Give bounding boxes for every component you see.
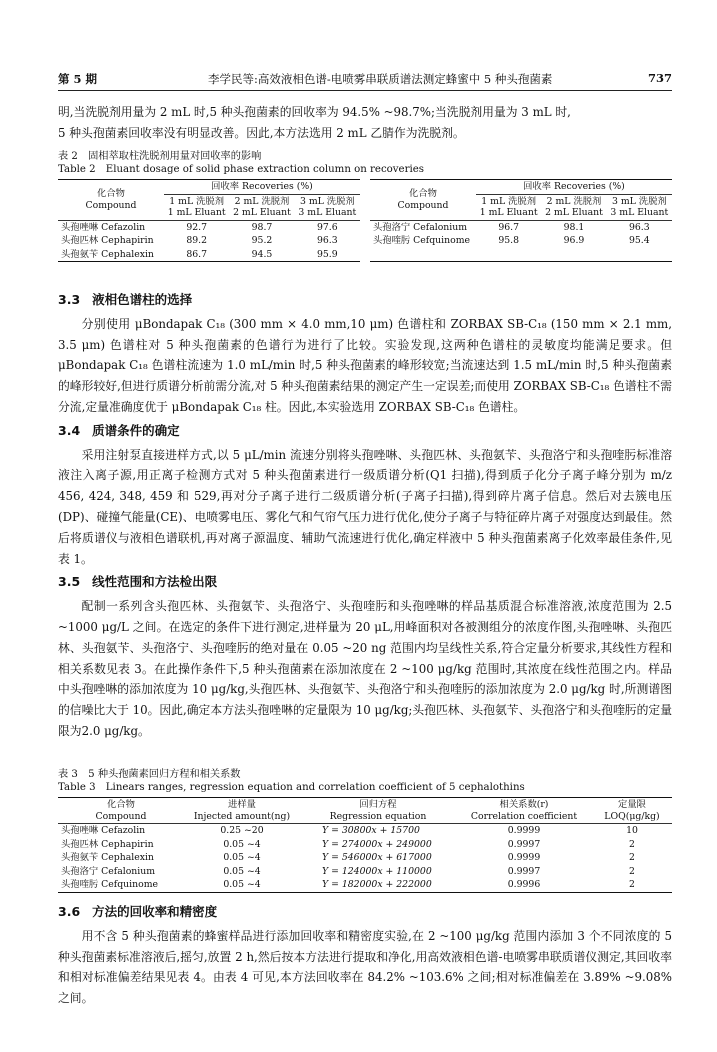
- table-row: [58, 878, 672, 892]
- table-3-caption-en: Table 3 Linears ranges, regression equation and correlation coefficient of 5 cephalothins: [58, 782, 525, 793]
- cell-compound: 头孢唑啉 Cefazolin: [61, 825, 146, 836]
- section-3-5-heading: [58, 572, 672, 593]
- th-r-en: Correlation coefficient: [470, 810, 578, 822]
- section-3-6-paragraph: 用不含 5 种头孢菌素的蜂蜜样品进行添加回收率和精密度实验,在 2 ~100 μg/kg 范围内添加 3 个不同浓度的 5 种头孢菌素标准溶液后,摇匀,放置 2 h,然后按本方法进行提取和净化,用高效液相色谱-电喷雾串联质谱仪测定,其回收率和相对标准偏差结果见表 4。由表 4 可见,本方法回收率在 84.2% ~103.6% 之间;相对标准偏差在 3.89% ~9.08% 之间。: [58, 928, 672, 1006]
- th-loq-en: LOQ(μg/kg): [604, 810, 660, 822]
- cell-value: 94.5: [251, 248, 273, 260]
- cell-value: 92.7: [186, 221, 208, 233]
- cell-value: 96.3: [628, 221, 650, 233]
- page-number: 737: [647, 71, 672, 85]
- col-2ml-en: 2 mL Eluant: [233, 207, 291, 218]
- section-number: 3.3: [58, 292, 81, 307]
- cell-amount: 0.05 ~4: [223, 879, 261, 890]
- table-row: [58, 865, 672, 879]
- cell-compound: 头孢氨苄 Cephalexin: [61, 248, 154, 260]
- cell-loq: 2: [629, 852, 635, 863]
- table-row: [58, 220, 360, 234]
- cell-value: 95.4: [628, 235, 650, 246]
- cell-value: 97.6: [316, 221, 338, 233]
- intro-line-1: 明,当洗脱剂用量为 2 mL 时,5 种头孢菌素的回收率为 94.5% ~98.7%;当洗脱剂用量为 3 mL 时,: [58, 105, 571, 119]
- table-2-recoveries-header: 回收率 Recoveries (%): [164, 180, 360, 195]
- col-1ml-cn: 1 mL 洗脱剂: [169, 195, 225, 207]
- running-title: 李学民等:高效液相色谱-电喷雾串联质谱法测定蜂蜜中 5 种头孢菌素: [208, 72, 553, 86]
- cell-equation: Y = 182000x + 222000: [322, 879, 432, 890]
- cell-compound: 头孢喹肟 Cefquinome: [61, 879, 159, 890]
- col-2ml-en: 2 mL Eluant: [545, 207, 603, 218]
- cell-equation: Y = 546000x + 617000: [322, 852, 432, 863]
- table-2-right: [370, 179, 672, 262]
- section-3-3-paragraph: 分别使用 μBondapak C₁₈ (300 mm × 4.0 mm,10 μm) 色谱柱和 ZORBAX SB-C₁₈ (150 mm × 2.1 mm, 3.5 μm) 色谱柱对 5 种头孢菌素的色谱行为进行了比较。实验发现,这两种色谱柱的灵敏度均能满足要求。但 μBondapak C₁₈ 色谱柱流速为 1.0 mL/min 时,5 种头孢菌素的峰形较宽;当流速达到 1.5 mL/min 时,5 种头孢菌素的峰形较好,但进行质谱分析前需分流,对 5 种头孢菌素结果的测定产生一定误差;而使用 ZORBAX SB-C₁₈ 色谱柱不需分流,定量准确度优于 μBondapak C₁₈ 柱。因此,本实验选用 ZORBAX SB-C₁₈ 色谱柱。: [58, 316, 672, 414]
- th-amount-cn: 进样量: [228, 799, 256, 810]
- section-3-6: [58, 902, 672, 1009]
- table-row: [58, 838, 672, 852]
- table-2-compound-cn: 化合物: [97, 188, 125, 200]
- section-title: 液相色谱柱的选择: [92, 292, 193, 307]
- col-1ml-en: 1 mL Eluant: [167, 207, 226, 218]
- cell-loq: 2: [629, 865, 635, 877]
- table-row: [58, 851, 672, 865]
- table-2-compound-en: Compound: [85, 199, 137, 211]
- cell-value: 86.7: [186, 248, 208, 260]
- th-amount-en: Injected amount(ng): [193, 810, 291, 822]
- issue-number: 第 5 期: [58, 72, 98, 86]
- table-row: [370, 234, 672, 248]
- table-3: [58, 797, 672, 893]
- th-compound-en: Compound: [95, 810, 147, 822]
- section-3-3-heading: [58, 290, 672, 311]
- cell-compound: 头孢洛宁 Cefalonium: [373, 221, 468, 233]
- cell-loq: 2: [629, 838, 635, 850]
- main-body: [58, 290, 672, 742]
- th-loq-cn: 定量限: [618, 799, 646, 810]
- intro-paragraph: [58, 102, 672, 144]
- col-1ml-en: 1 mL Eluant: [479, 207, 538, 218]
- cell-value: 98.1: [563, 221, 585, 233]
- table-2-caption-en: Table 2 Eluant dosage of solid phase extraction column on recoveries: [58, 164, 424, 175]
- cell-loq: 2: [629, 879, 635, 890]
- table-row: [58, 234, 360, 248]
- cell-amount: 0.05 ~4: [223, 865, 261, 877]
- section-number: 3.4: [58, 422, 81, 438]
- cell-value: 95.8: [498, 235, 520, 246]
- col-1ml-cn: 1 mL 洗脱剂: [481, 195, 537, 207]
- cell-amount: 0.05 ~4: [223, 852, 261, 863]
- col-3ml-cn: 3 mL 洗脱剂: [611, 195, 667, 207]
- cell-value: 95.9: [316, 248, 338, 260]
- cell-r: 0.9997: [507, 865, 541, 877]
- table-2-left: [58, 179, 360, 262]
- section-3-4-heading: [58, 421, 672, 442]
- col-2ml-cn: 2 mL 洗脱剂: [546, 195, 602, 207]
- cell-compound: 头孢洛宁 Cefalonium: [61, 865, 156, 877]
- table-2-compound-en-right: Compound: [397, 199, 449, 211]
- section-3-6-heading: [58, 902, 672, 923]
- table-row: [58, 248, 360, 262]
- th-compound-cn: 化合物: [107, 799, 135, 810]
- th-equation-cn: 回归方程: [359, 799, 397, 810]
- table-row-empty: [370, 248, 672, 262]
- cell-compound: 头孢匹林 Cephapirin: [61, 838, 154, 850]
- cell-r: 0.9999: [507, 852, 541, 863]
- table-3-block: [58, 768, 672, 893]
- section-3-5-paragraph: 配制一系列含头孢匹林、头孢氨苄、头孢洛宁、头孢喹肟和头孢唑啉的样品基质混合标准溶液,浓度范围为 2.5 ~1000 μg/L 之间。在选定的条件下进行测定,进样量为 20 μL,用峰面积对各被测组分的浓度作图,头孢唑啉、头孢匹林、头孢氨苄、头孢洛宁、头孢喹肟的绝对量在 0.05 ~20 ng 范围内均呈线性关系,符合定量分析要求,其线性方程和相关系数见表 3。在此操作条件下,5 种头孢菌素在添加浓度在 2 ~100 μg/kg 范围时,其浓度在线性范围之内。样品中头孢唑啉的添加浓度为 10 μg/kg,头孢匹林、头孢氨苄、头孢洛宁和头孢喹肟的添加浓度为 2.0 μg/kg 时,所测谱图的信噪比大于 10。因此,确定本方法头孢唑啉的定量限为 10 μg/kg;头孢匹林、头孢氨苄、头孢洛宁和头孢喹肟的定量限为2.0 μg/kg。: [58, 599, 672, 738]
- section-title: 线性范围和方法检出限: [92, 574, 218, 590]
- cell-value: 98.7: [251, 221, 273, 233]
- cell-compound: 头孢喹肟 Cefquinome: [373, 235, 471, 246]
- col-3ml-cn: 3 mL 洗脱剂: [299, 195, 355, 207]
- col-3ml-en: 3 mL Eluant: [298, 207, 357, 218]
- cell-equation: Y = 30800x + 15700: [322, 825, 420, 836]
- cell-value: 96.7: [498, 221, 520, 233]
- col-3ml-en: 3 mL Eluant: [610, 207, 669, 218]
- table-2-compound-cn-right: 化合物: [409, 188, 437, 200]
- intro-line-2: 5 种头孢菌素回收率没有明显改善。因此,本方法选用 2 mL 乙腈作为洗脱剂。: [58, 125, 465, 140]
- section-number: 3.6: [58, 904, 81, 919]
- cell-r: 0.9997: [507, 838, 541, 850]
- section-title: 质谱条件的确定: [92, 422, 180, 438]
- cell-r: 0.9999: [507, 825, 541, 836]
- table-2-block: [58, 150, 672, 262]
- cell-compound: 头孢匹林 Cephapirin: [61, 235, 154, 246]
- cell-compound: 头孢氨苄 Cephalexin: [61, 852, 154, 863]
- th-r-cn: 相关系数(r): [499, 799, 549, 810]
- table-row: [58, 824, 672, 838]
- table-row: [370, 220, 672, 234]
- section-3-4-paragraph: 采用注射泵直接进样方式,以 5 μL/min 流速分别将头孢唑啉、头孢匹林、头孢氨苄、头孢洛宁和头孢喹肟标准溶液注入离子源,用正离子检测方式对 5 种头孢菌素进行一级质谱分析(Q1 扫描),得到质子化分子离子峰分别为 m/z 456, 424, 348, 459 和 529,再对分子离子进行二级质谱分析(子离子扫描),得到碎片离子信息。然后对去簇电压(DP)、碰撞气能量(CE)、电喷雾电压、雾化气和气帘气压力进行优化,使分子离子与特征碎片离子对强度达到最佳。然后将质谱仪与液相色谱联机,再对离子源温度、辅助气流速进行优化,确定样液中 5 种头孢菌素离子化效率最佳条件,见表 1。: [58, 447, 672, 566]
- col-2ml-cn: 2 mL 洗脱剂: [234, 195, 290, 207]
- cell-equation: Y = 124000x + 110000: [322, 865, 432, 877]
- cell-equation: Y = 274000x + 249000: [322, 838, 432, 850]
- cell-amount: 0.05 ~4: [223, 838, 261, 850]
- cell-value: 95.2: [251, 235, 273, 246]
- cell-value: 89.2: [186, 235, 208, 246]
- running-header: [58, 68, 672, 91]
- section-number: 3.5: [58, 574, 81, 590]
- table-3-caption-cn: 表 3 5 种头孢菌素回归方程和相关系数: [58, 769, 241, 780]
- cell-amount: 0.25 ~20: [220, 825, 264, 836]
- cell-r: 0.9996: [507, 879, 541, 890]
- cell-value: 96.9: [563, 235, 585, 246]
- table-2-caption-cn: 表 2 固相萃取柱洗脱剂用量对回收率的影响: [58, 151, 262, 162]
- section-title: 方法的回收率和精密度: [92, 904, 218, 919]
- cell-loq: 10: [626, 825, 638, 836]
- cell-value: 96.3: [316, 235, 338, 246]
- table-2-recoveries-header-right: 回收率 Recoveries (%): [476, 180, 672, 195]
- th-equation-en: Regression equation: [329, 810, 427, 822]
- cell-compound: 头孢唑啉 Cefazolin: [61, 221, 146, 233]
